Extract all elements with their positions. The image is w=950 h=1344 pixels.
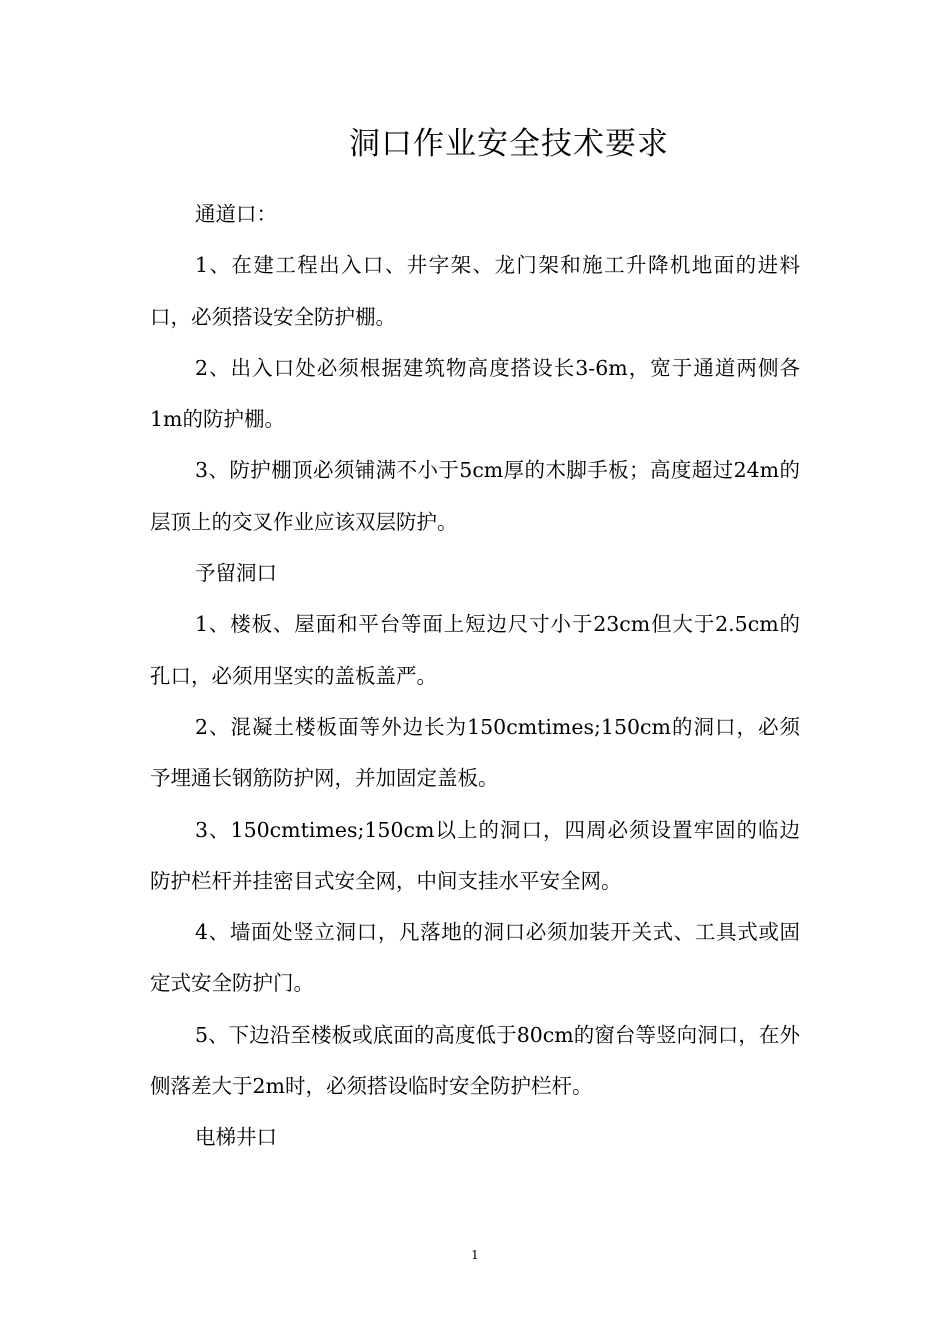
paragraph-opening-3: 3、150cmtimes;150cm以上的洞口，四周必须设置牢固的临边防护栏杆并挂密目式安全网，中间支挂水平安全网。	[150, 817, 800, 893]
paragraph-opening-1: 1、楼板、屋面和平台等面上短边尺寸小于23cm但大于2.5cm的孔口，必须用坚实的盖板盖严。	[150, 612, 800, 688]
page-number: 1	[471, 1248, 479, 1262]
document-body	[150, 189, 800, 1164]
section-heading-elevator-shaft: 电梯井口	[195, 1125, 277, 1150]
paragraph-passage-1: 1、在建工程出入口、井字架、龙门架和施工升降机地面的进料口，必须搭设安全防护棚。	[150, 253, 800, 329]
paragraph-passage-2: 2、出入口处必须根据建筑物高度搭设长3-6m，宽于通道两侧各1m的防护棚。	[150, 355, 800, 432]
paragraph-opening-5: 5、下边沿至楼板或底面的高度低于80cm的窗台等竖向洞口，在外侧落差大于2m时，必须搭设临时安全防护栏杆。	[150, 1022, 800, 1099]
paragraph-opening-2: 2、混凝土楼板面等外边长为150cmtimes;150cm的洞口，必须予埋通长钢筋防护网，并加固定盖板。	[150, 714, 800, 791]
section-heading-reserved-opening: 予留洞口	[195, 561, 277, 586]
paragraph-passage-3: 3、防护棚顶必须铺满不小于5cm厚的木脚手板；高度超过24m的层顶上的交叉作业应该双层防护。	[150, 458, 800, 534]
paragraph-opening-4: 4、墙面处竖立洞口，凡落地的洞口必须加装开关式、工具式或固定式安全防护门。	[150, 920, 800, 996]
document-title: 洞口作业安全技术要求	[349, 126, 669, 162]
section-heading-passage: 通道口：	[195, 202, 277, 226]
